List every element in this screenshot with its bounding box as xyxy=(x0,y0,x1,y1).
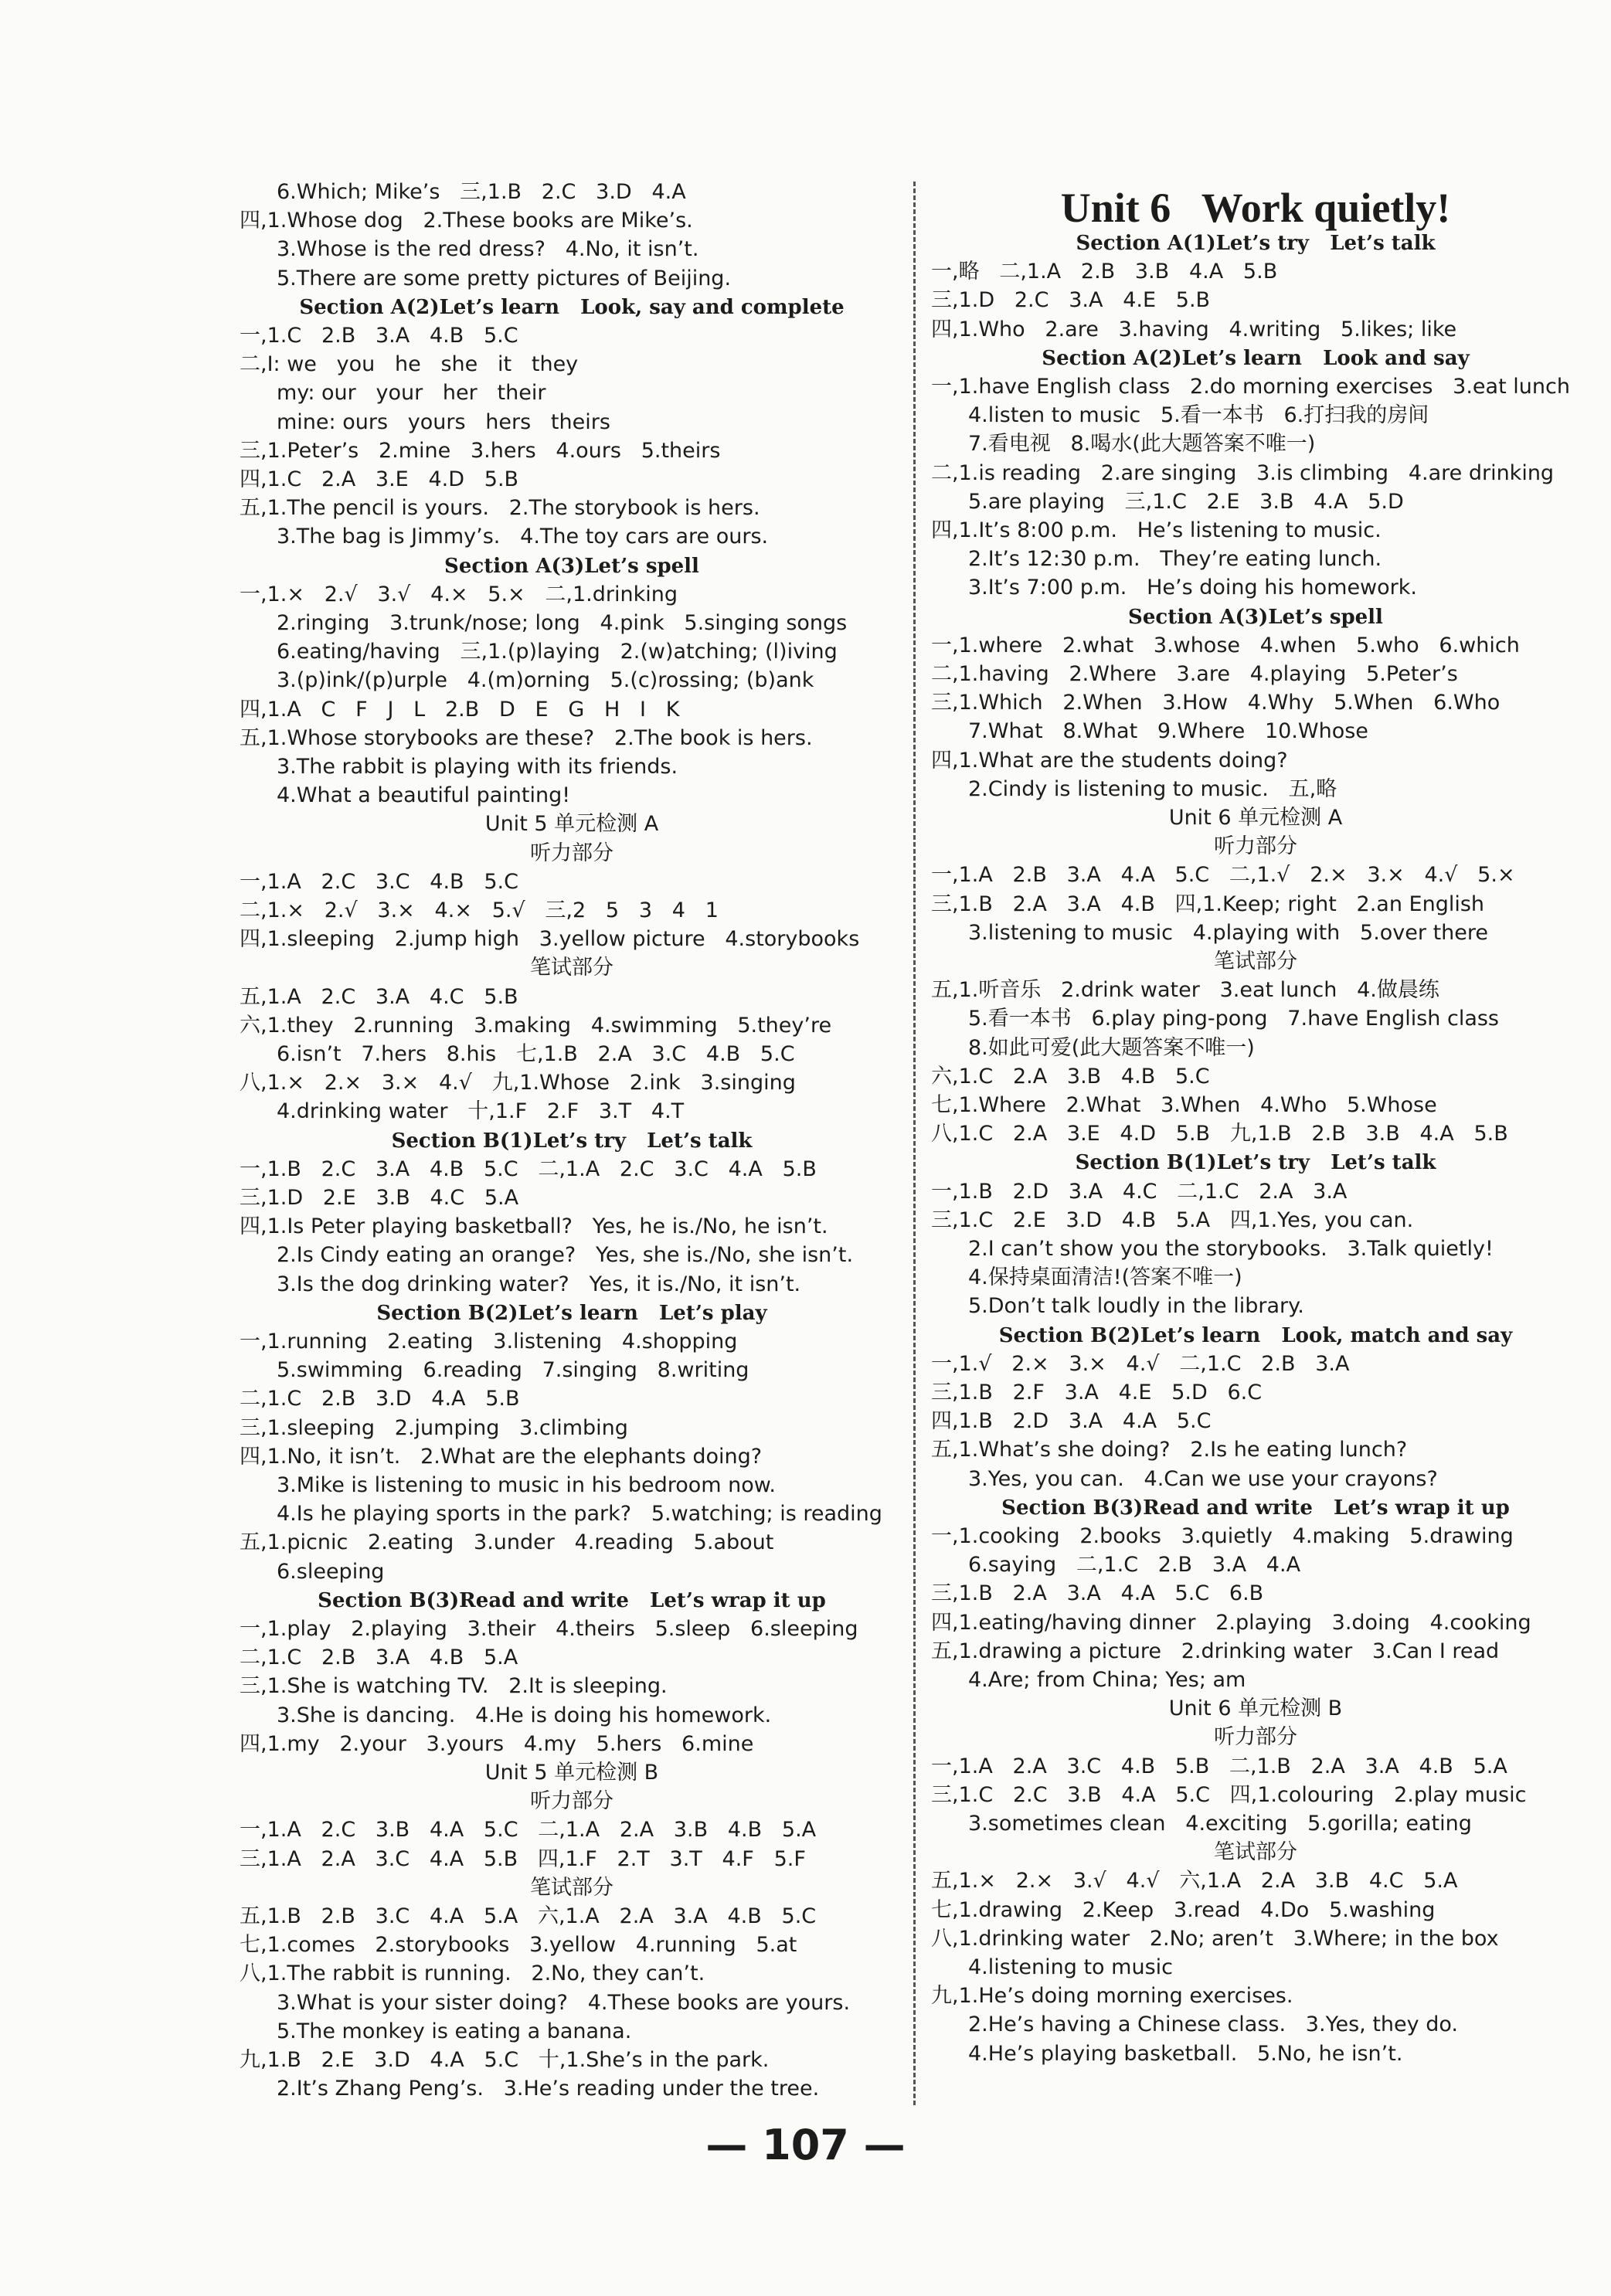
answer-line: 一,1.C 2.B 3.A 4.B 5.C xyxy=(240,324,518,348)
answer-line: 三,1.B 2.F 3.A 4.E 5.D 6.C xyxy=(931,1381,1263,1404)
subsection-title: Unit 6 单元检测 A xyxy=(1168,806,1343,830)
answer-line: 六,1.C 2.A 3.B 4.B 5.C xyxy=(931,1064,1210,1089)
answer-line: 三,1.D 2.E 3.B 4.C 5.A xyxy=(240,1186,519,1210)
answer-line: 一,1.A 2.C 3.B 4.A 5.C 二,1.A 2.A 3.B 4.B 5.A xyxy=(240,1818,817,1843)
answer-line: 八,1.× 2.× 3.× 4.√ 九,1.Whose 2.ink 3.singing xyxy=(240,1071,796,1095)
answer-line: 五,1.B 2.B 3.C 4.A 5.A 六,1.A 2.A 3.A 4.B 5.C xyxy=(240,1904,817,1928)
answer-line: 5.Don’t talk loudly in the library. xyxy=(968,1294,1304,1319)
answer-line: 3.She is dancing. 4.He is doing his homework. xyxy=(277,1703,772,1727)
answer-line: 2.It’s 12:30 p.m. They’re eating lunch. xyxy=(968,547,1382,572)
answer-line: 7.看电视 8.喝水(此大题答案不唯一) xyxy=(968,432,1316,457)
answer-line: 3.listening to music 4.playing with 5.over there xyxy=(968,920,1489,945)
subsection-title: 听力部分 xyxy=(530,1789,613,1814)
answer-line: 五,1.The pencil is yours. 2.The storybook is hers. xyxy=(240,496,760,521)
answer-line: 3.Yes, you can. 4.Can we use your crayons? xyxy=(968,1466,1438,1491)
subsection-title: 听力部分 xyxy=(1214,834,1297,859)
answer-line: 3.It’s 7:00 p.m. He’s doing his homework. xyxy=(968,576,1417,600)
subsection-title: 笔试部分 xyxy=(530,1875,613,1900)
answer-line: 5.There are some pretty pictures of Beijing. xyxy=(277,266,732,290)
answer-line: 一,1.running 2.eating 3.listening 4.shopping xyxy=(240,1330,738,1353)
answer-line: 2.Is Cindy eating an orange? Yes, she is./No, she isn’t. xyxy=(277,1243,854,1268)
answer-line: 2.ringing 3.trunk/nose; long 4.pink 5.singing songs xyxy=(277,611,848,635)
section-heading: Section A(3)Let’s spell xyxy=(1128,605,1383,629)
answer-line: my: our your her their xyxy=(277,381,546,406)
section-heading: Section B(3)Read and write Let’s wrap it up xyxy=(1001,1496,1510,1520)
subsection-title: 笔试部分 xyxy=(530,956,613,980)
answer-line: 一,1.have English class 2.do morning exercises 3.eat lunch xyxy=(931,375,1570,399)
answer-line: 6.eating/having 三,1.(p)laying 2.(w)atching; (l)iving xyxy=(277,640,838,664)
answer-line: 二,1.is reading 2.are singing 3.is climbing 4.are drinking xyxy=(931,460,1555,485)
answer-line: 三,1.sleeping 2.jumping 3.climbing xyxy=(240,1415,628,1440)
answer-line: 一,1.B 2.C 3.A 4.B 5.C 二,1.A 2.C 3.C 4.A 5.B xyxy=(240,1156,817,1181)
answer-line: 一,1.A 2.B 3.A 4.A 5.C 二,1.√ 2.× 3.× 4.√ 5.× xyxy=(931,863,1515,888)
answer-line: 4.drinking water 十,1.F 2.F 3.T 4.T xyxy=(277,1099,685,1124)
answer-line: 3.(p)ink/(p)urple 4.(m)orning 5.(c)rossing; (b)ank xyxy=(277,668,814,693)
section-heading: Section A(2)Let’s learn Look, say and complete xyxy=(299,295,845,319)
column-divider xyxy=(913,182,916,2105)
answer-line: 四,1.Whose dog 2.These books are Mike’s. xyxy=(240,209,693,233)
unit-6-title: Unit 6 Work quietly! xyxy=(1060,185,1451,231)
answer-line: 3.Whose is the red dress? 4.No, it isn’t. xyxy=(277,237,699,262)
answer-line: 二,1.× 2.√ 3.× 4.× 5.√ 三,2 5 3 4 1 xyxy=(240,898,719,922)
answer-line: 五,1.picnic 2.eating 3.under 4.reading 5.about xyxy=(240,1530,774,1555)
answer-line: 3.Mike is listening to music in his bedroom now. xyxy=(277,1473,776,1497)
answer-line: 四,1.Is Peter playing basketball? Yes, he is./No, he isn’t. xyxy=(240,1214,828,1239)
answer-line: 八,1.C 2.A 3.E 4.D 5.B 九,1.B 2.B 3.B 4.A 5.B xyxy=(931,1122,1508,1146)
answer-line: 四,1.No, it isn’t. 2.What are the elephants doing? xyxy=(240,1444,763,1469)
answer-line: 八,1.The rabbit is running. 2.No, they can’t. xyxy=(240,1961,705,1986)
answer-line: 四,1.What are the students doing? xyxy=(931,748,1288,773)
subsection-title: 笔试部分 xyxy=(1214,949,1297,973)
answer-line: 6.Which; Mike’s 三,1.B 2.C 3.D 4.A xyxy=(277,180,686,204)
answer-line: 三,1.C 2.C 3.B 4.A 5.C 四,1.colouring 2.play music xyxy=(931,1782,1527,1807)
section-heading: Section A(3)Let’s spell xyxy=(444,554,699,578)
answer-line: 4.He’s playing basketball. 5.No, he isn’t. xyxy=(968,2041,1403,2066)
answer-line: 一,略 二,1.A 2.B 3.B 4.A 5.B xyxy=(931,260,1278,284)
answer-line: 七,1.comes 2.storybooks 3.yellow 4.running 5.at xyxy=(240,1933,797,1958)
answer-line: 四,1.A C F J L 2.B D E G H I K xyxy=(240,697,680,722)
answer-line: 7.What 8.What 9.Where 10.Whose xyxy=(968,719,1368,744)
answer-line: 5.are playing 三,1.C 2.E 3.B 4.A 5.D xyxy=(968,489,1404,514)
answer-line: 四,1.C 2.A 3.E 4.D 5.B xyxy=(240,467,519,491)
answer-line: 四,1.B 2.D 3.A 4.A 5.C xyxy=(931,1409,1212,1434)
answer-line: 5.swimming 6.reading 7.singing 8.writing xyxy=(277,1358,749,1383)
answer-line: 三,1.C 2.E 3.D 4.B 5.A 四,1.Yes, you can. xyxy=(931,1207,1414,1232)
answer-line: 三,1.D 2.C 3.A 4.E 5.B xyxy=(931,288,1211,313)
subsection-title: Unit 5 单元检测 B xyxy=(484,1761,659,1785)
answer-line: 4.Are; from China; Yes; am xyxy=(968,1668,1246,1692)
answer-line: 8.如此可爱(此大题答案不唯一) xyxy=(968,1035,1255,1060)
answer-line: 四,1.my 2.your 3.yours 4.my 5.hers 6.mine xyxy=(240,1731,754,1756)
answer-line: 4.Is he playing sports in the park? 5.watching; is reading xyxy=(277,1502,882,1527)
answer-line: 七,1.drawing 2.Keep 3.read 4.Do 5.washing xyxy=(931,1897,1436,1922)
answer-line: 一,1.× 2.√ 3.√ 4.× 5.× 二,1.drinking xyxy=(240,582,678,606)
answer-line: 四,1.Who 2.are 3.having 4.writing 5.likes; like xyxy=(931,317,1457,341)
page-number: — 107 — xyxy=(705,2121,906,2169)
answer-line: 五,1.A 2.C 3.A 4.C 5.B xyxy=(240,984,518,1009)
answer-line: 二,1.C 2.B 3.A 4.B 5.A xyxy=(240,1646,518,1670)
section-heading: Section B(2)Let’s learn Let’s play xyxy=(376,1301,767,1325)
answer-line: 五,1.听音乐 2.drink water 3.eat lunch 4.做晨练 xyxy=(931,978,1439,1003)
answer-line: 五,1.What’s she doing? 2.Is he eating lunch? xyxy=(931,1438,1408,1462)
answer-line: 4.保持桌面清洁!(答案不唯一) xyxy=(968,1265,1242,1290)
answer-line: 2.It’s Zhang Peng’s. 3.He’s reading under the tree. xyxy=(277,2077,820,2101)
answer-line: 6.isn’t 7.hers 8.his 七,1.B 2.A 3.C 4.B 5.C xyxy=(277,1042,795,1066)
answer-line: 八,1.drinking water 2.No; aren’t 3.Where; in the box xyxy=(931,1926,1499,1951)
answer-line: 6.sleeping xyxy=(277,1559,385,1584)
answer-line: 3.What is your sister doing? 4.These books are yours. xyxy=(277,1990,851,2015)
answer-line: 4.listen to music 5.看一本书 6.打扫我的房间 xyxy=(968,403,1429,428)
section-heading: Section A(1)Let’s try Let’s talk xyxy=(1076,232,1436,255)
answer-line: 三,1.B 2.A 3.A 4.A 5.C 6.B xyxy=(931,1581,1264,1606)
answer-line: 二,1.having 2.Where 3.are 4.playing 5.Peter’s xyxy=(931,662,1458,686)
answer-line: 2.He’s having a Chinese class. 3.Yes, they do. xyxy=(968,2012,1458,2037)
section-heading: Section B(3)Read and write Let’s wrap it up xyxy=(318,1588,826,1612)
answer-line: 2.I can’t show you the storybooks. 3.Talk quietly! xyxy=(968,1237,1494,1261)
answer-line: mine: ours yours hers theirs xyxy=(277,409,610,434)
answer-line: 二,1.C 2.B 3.D 4.A 5.B xyxy=(240,1387,520,1411)
answer-line: 5.The monkey is eating a banana. xyxy=(277,2019,632,2043)
answer-line: 3.The bag is Jimmy’s. 4.The toy cars are ours. xyxy=(277,525,769,549)
subsection-title: 笔试部分 xyxy=(1214,1840,1297,1865)
answer-line: 4.listening to music xyxy=(968,1955,1173,1979)
answer-line: 五,1.× 2.× 3.√ 4.√ 六,1.A 2.A 3.B 4.C 5.A xyxy=(931,1869,1458,1894)
answer-line: 一,1.A 2.C 3.C 4.B 5.C xyxy=(240,869,518,894)
answer-line: 6.saying 二,1.C 2.B 3.A 4.A xyxy=(968,1553,1301,1578)
answer-line: 三,1.Peter’s 2.mine 3.hers 4.ours 5.theirs xyxy=(240,438,721,463)
answer-line: 四,1.eating/having dinner 2.playing 3.doing 4.cooking xyxy=(931,1610,1531,1635)
answer-line: 五,1.Whose storybooks are these? 2.The book is hers. xyxy=(240,725,813,750)
answer-line: 三,1.A 2.A 3.C 4.A 5.B 四,1.F 2.T 3.T 4.F 5.F xyxy=(240,1846,806,1871)
answer-line: 一,1.B 2.D 3.A 4.C 二,1.C 2.A 3.A xyxy=(931,1179,1348,1204)
answer-line: 四,1.sleeping 2.jump high 3.yellow picture 4.storybooks xyxy=(240,927,860,952)
section-heading: Section A(2)Let’s learn Look and say xyxy=(1042,346,1470,370)
answer-line: 九,1.B 2.E 3.D 4.A 5.C 十,1.She’s in the park. xyxy=(240,2048,770,2072)
answer-line: 九,1.He’s doing morning exercises. xyxy=(931,1984,1293,2009)
answer-line: 一,1.√ 2.× 3.× 4.√ 二,1.C 2.B 3.A xyxy=(931,1351,1350,1376)
section-heading: Section B(2)Let’s learn Look, match and say xyxy=(998,1323,1513,1347)
section-heading: Section B(1)Let’s try Let’s talk xyxy=(1075,1151,1436,1175)
answer-line: 一,1.play 2.playing 3.their 4.theirs 5.sleep 6.sleeping xyxy=(240,1617,858,1641)
section-heading: Section B(1)Let’s try Let’s talk xyxy=(391,1129,753,1153)
answer-line: 一,1.where 2.what 3.whose 4.when 5.who 6.which xyxy=(931,633,1520,657)
answer-line: 五,1.drawing a picture 2.drinking water 3.Can I read xyxy=(931,1639,1500,1663)
subsection-title: 听力部分 xyxy=(530,841,613,865)
answer-line: 六,1.they 2.running 3.making 4.swimming 5.they’re xyxy=(240,1013,832,1038)
answer-line: 5.看一本书 6.play ping-pong 7.have English class xyxy=(968,1007,1499,1031)
answer-line: 三,1.Which 2.When 3.How 4.Why 5.When 6.Who xyxy=(931,691,1501,715)
answer-line: 四,1.It’s 8:00 p.m. He’s listening to music. xyxy=(931,518,1382,542)
subsection-title: Unit 6 单元检测 B xyxy=(1168,1697,1343,1721)
answer-line: 一,1.cooking 2.books 3.quietly 4.making 5.drawing xyxy=(931,1524,1514,1548)
answer-line: 二,I: we you he she it they xyxy=(240,352,579,377)
answer-line: 一,1.A 2.A 3.C 4.B 5.B 二,1.B 2.A 3.A 4.B 5.A xyxy=(931,1754,1507,1778)
subsection-title: 听力部分 xyxy=(1214,1725,1297,1750)
answer-line: 三,1.B 2.A 3.A 4.B 四,1.Keep; right 2.an English xyxy=(931,892,1485,916)
answer-line: 3.Is the dog drinking water? Yes, it is./No, it isn’t. xyxy=(277,1272,801,1296)
answer-line: 2.Cindy is listening to music. 五,略 xyxy=(968,776,1337,801)
answer-line: 4.What a beautiful painting! xyxy=(277,783,571,808)
answer-line: 3.The rabbit is playing with its friends. xyxy=(277,755,678,779)
subsection-title: Unit 5 单元检测 A xyxy=(484,812,659,837)
answer-line: 三,1.She is watching TV. 2.It is sleeping. xyxy=(240,1674,668,1699)
answer-line: 七,1.Where 2.What 3.When 4.Who 5.Whose xyxy=(931,1093,1437,1117)
answer-line: 3.sometimes clean 4.exciting 5.gorilla; eating xyxy=(968,1812,1472,1836)
